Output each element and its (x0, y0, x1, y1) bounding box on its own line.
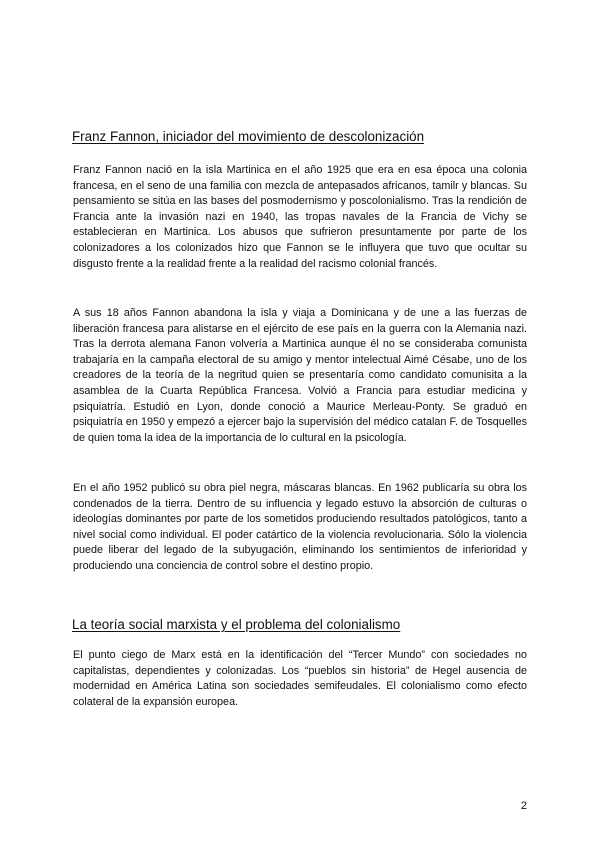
paragraph-fannon-career: A sus 18 años Fannon abandona la isla y viaja a Dominicana y de une a las fuerzas de liberación francesa para alistarse en el ejército de ese país en la guerra con la Alemania nazi. Tras la derrota alemana Fanon volvería a Martinica aunque él no se consideraba comunista trabajaría en la campaña electoral de su amigo y mentor intelectual Aimé Césabe, uno de los creadores de la teoría de la negritud quien se presentaría como candidato comunisita a la asamblea de la Cuarta República Francesa. Volvió a Francia para estudiar medicina y psiquiatría. Estudió en Lyon, donde conoció a Maurice Merleau-Ponty. Se graduó en psiquiatría en 1950 y empezó a ejercer bajo la supervisión del médico catalan F. de Tosquelles de quien toma la idea de la importancia de lo cultural en la psicología. (73, 307, 527, 444)
paragraph-fannon-works: En el año 1952 publicó su obra piel negra, máscaras blancas. En 1962 publicaría su obra los condenados de la tierra. Dentro de su influencia y legado estuvo la absorción de culturas o ideologías dominantes por parte de los sometidos produciendo resultados patológicos, tanto a nivel social como individual. El poder catártico de la violencia revolucionaria. Sólo la violencia puede liberar del legado de la subyugación, eliminando los sentimientos de inferioridad y produciendo una conciencia de control sobre el destino propio. (73, 482, 527, 572)
paragraph-marx-blind-spot: El punto ciego de Marx está en la identificación del “Tercer Mundo” con sociedades no capitalistas, dependientes y colonizadas. Los “pueblos sin historia” de Hegel ausencia de modernidad en América Latina son sociedades semifeudales. El colonialismo como efecto colateral de la expansión europea. (73, 649, 527, 708)
page-number: 2 (520, 800, 527, 812)
paragraph-fannon-origins: Franz Fannon nació en la isla Martinica en el año 1925 que era en esa época una colonia francesa, en el seno de una familia con mezcla de antepasados africanos, tamilr y blancas. Su pensamiento se sitúa en las bases del posmodernismo y poscolonialismo. Tras la rendición de Francia ante la invasión nazi en 1940, las tropas navales de la Francia de Vichy se establecieran en Martinica. Los abusos que sufrieron presuntamente por parte de los colonizadores a los colonizados hizo que Fannon se le influyera que tuvo que ocultar su disgusto frente a la realidad frente a la realidad del racismo colonial francés. (73, 164, 527, 270)
section-heading-fannon: Franz Fannon, iniciador del movimiento de descolonización (72, 129, 425, 144)
section-heading-marxist-theory: La teoría social marxista y el problema del colonialismo (72, 617, 401, 632)
